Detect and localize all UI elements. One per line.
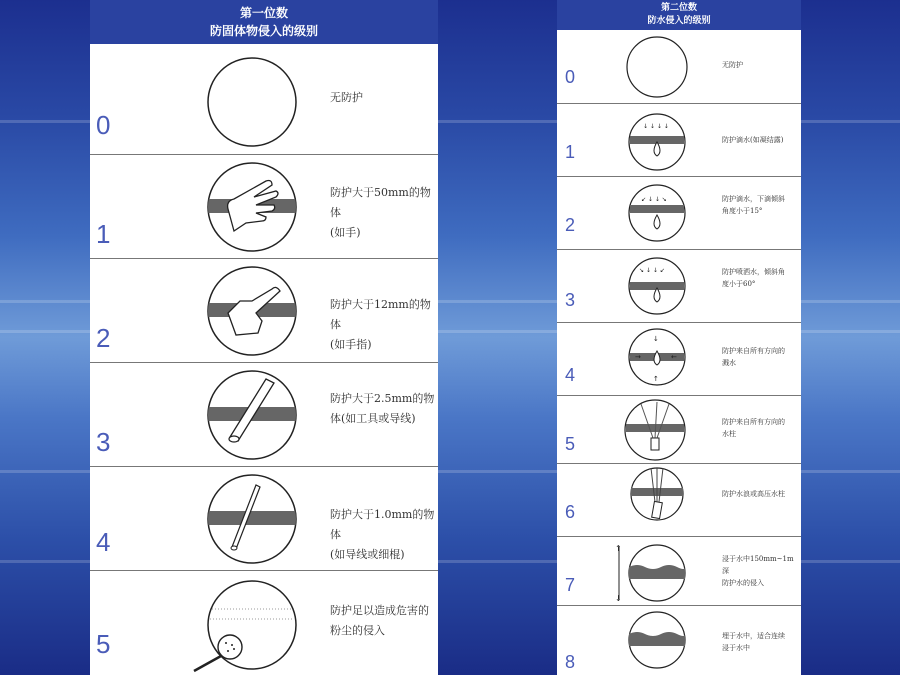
strong-jet-icon — [627, 466, 687, 532]
level-row — [557, 250, 801, 323]
level-description: 防护大于2.5mm的物 体(如工具或导线) — [330, 392, 435, 425]
level-number: 3 — [96, 427, 111, 457]
panel-title: 第二位数 — [660, 3, 697, 13]
level-row — [557, 104, 801, 177]
finger-icon — [206, 265, 298, 357]
level-description: 防护水浪或高压水柱 — [722, 490, 785, 498]
level-number: 1 — [565, 142, 576, 162]
level-description: 防护来自所有方向的 水柱 — [722, 418, 785, 438]
level-number: 0 — [565, 67, 576, 87]
thin-wire-icon — [206, 473, 298, 565]
submersion-icon — [627, 610, 687, 670]
level-row — [557, 606, 801, 675]
level-row — [557, 177, 801, 250]
level-row — [557, 537, 801, 606]
svg-text:↑: ↑ — [615, 544, 622, 553]
level-number: 7 — [565, 575, 576, 595]
level-number: 4 — [96, 527, 111, 557]
level-description: 防护滴水，下滴倾斜 角度小于15° — [722, 195, 785, 215]
svg-text:↓: ↓ — [615, 594, 622, 603]
vertical-drip-icon — [627, 112, 687, 172]
water-jet-icon — [623, 398, 687, 462]
level-description: 防护喷洒水，倾斜角 度小于60° — [722, 268, 785, 288]
level-description: 埋于水中，适合连续 浸于水中 — [722, 632, 785, 652]
empty-circle-icon — [625, 35, 689, 99]
immersion-icon — [611, 541, 691, 603]
level-row — [557, 464, 801, 537]
dust-magnifier-icon — [190, 579, 300, 674]
level-number: 1 — [96, 219, 111, 249]
level-number: 2 — [565, 215, 576, 235]
level-description: 防护滴水(如凝结露) — [722, 136, 784, 144]
level-number: 6 — [565, 502, 576, 522]
level-description: 防护大于50mm的物体 (如手) — [330, 186, 431, 239]
level-description: 防护大于1.0mm的物体 (如导线或细棍) — [330, 508, 435, 561]
svg-text:↘ ↓ ↓ ↙: ↘ ↓ ↓ ↙ — [639, 267, 665, 274]
level-number: 4 — [565, 365, 576, 385]
svg-text:↓ ↓ ↓ ↓: ↓ ↓ ↓ ↓ — [643, 123, 669, 130]
level-row — [90, 155, 438, 259]
level-row — [557, 396, 801, 464]
panel-subtitle: 防水侵入的级别 — [647, 16, 711, 26]
level-description: 无防护 — [330, 91, 363, 104]
svg-text:←: ← — [671, 353, 677, 361]
svg-text:↓: ↓ — [653, 335, 659, 343]
level-row — [90, 571, 438, 674]
level-number: 0 — [96, 110, 111, 140]
level-row — [90, 44, 438, 155]
empty-circle-icon — [206, 56, 298, 148]
spray-icon — [627, 256, 687, 316]
level-description: 浸于水中150mm~1m深 防护水的侵入 — [722, 555, 794, 587]
panel-subtitle: 防固体物侵入的级别 — [209, 24, 318, 38]
level-row — [90, 363, 438, 467]
solid-protection-panel — [90, 0, 438, 675]
level-number: 5 — [565, 434, 576, 454]
level-description: 防护大于12mm的物体 (如手指) — [330, 298, 431, 351]
svg-text:↑: ↑ — [653, 375, 659, 383]
level-row — [90, 259, 438, 363]
tool-rod-icon — [206, 369, 298, 461]
level-row — [557, 31, 801, 104]
svg-text:→: → — [635, 353, 641, 361]
level-number: 8 — [565, 652, 576, 672]
level-description: 无防护 — [722, 61, 743, 69]
water-protection-panel — [557, 0, 801, 675]
panel-title: 第一位数 — [239, 6, 288, 20]
panel-header — [557, 0, 801, 30]
level-number: 5 — [96, 629, 111, 659]
panel-header — [90, 0, 438, 44]
svg-text:↙ ↓ ↓ ↘: ↙ ↓ ↓ ↘ — [641, 196, 667, 203]
level-number: 2 — [96, 323, 111, 353]
hand-icon — [206, 161, 298, 253]
level-row — [90, 467, 438, 571]
level-number: 3 — [565, 290, 576, 310]
level-description: 防护来自所有方向的 溅水 — [722, 347, 785, 367]
angled-drip-icon — [627, 183, 687, 243]
splash-icon — [627, 327, 687, 387]
level-description: 防护足以造成危害的 粉尘的侵入 — [330, 604, 429, 637]
level-row — [557, 323, 801, 396]
